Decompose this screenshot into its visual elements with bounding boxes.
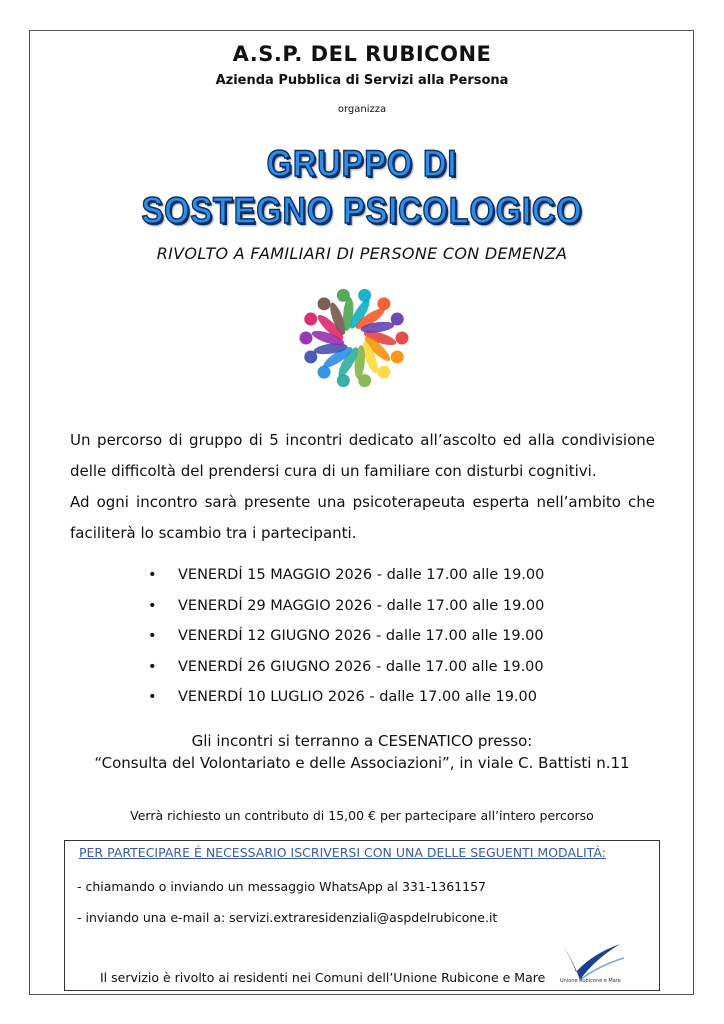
target-audience: RIVOLTO A FAMILIARI DI PERSONE CON DEMENZA bbox=[156, 244, 568, 263]
organizza-label: organizza bbox=[337, 104, 387, 115]
bullet-icon: • bbox=[148, 567, 157, 583]
union-logo-label: Unione Rubicone e Mare bbox=[560, 978, 621, 984]
venue-line1: Gli incontri si terranno a CESENATICO presso: bbox=[191, 732, 533, 750]
email-contact: - inviando una e-mail a: servizi.extraresidenziali@aspdelrubicone.it bbox=[77, 910, 498, 925]
date-text: VENERDÍ 26 GIUGNO 2026 - dalle 17.00 alle 19.00 bbox=[178, 658, 544, 675]
dates-list bbox=[148, 560, 544, 713]
venue bbox=[0, 730, 724, 774]
org-subtitle: Azienda Pubblica di Servizi alla Persona bbox=[215, 73, 509, 88]
date-item bbox=[148, 652, 544, 683]
description-paragraph-2: Ad ogni incontro sarà presente una psicoterapeuta esperta nell’ambito che faciliterà lo scambio tra i partecipanti. bbox=[70, 493, 655, 542]
date-text: VENERDÍ 29 MAGGIO 2026 - dalle 17.00 alle 19.00 bbox=[178, 597, 545, 614]
group-circle-logo bbox=[288, 283, 420, 393]
bullet-icon: • bbox=[148, 689, 157, 705]
registration-title: PER PARTECIPARE É NECESSARIO ISCRIVERSI CON UNA DELLE SEGUENTI MODALITÁ: bbox=[79, 845, 606, 860]
bullet-icon: • bbox=[148, 628, 157, 644]
description-paragraph-1: Un percorso di gruppo di 5 incontri dedicato all’ascolto ed alla condivisione delle difficoltà del prendersi cura di un familiare con disturbi cognitivi. bbox=[70, 431, 655, 480]
date-text: VENERDÍ 15 MAGGIO 2026 - dalle 17.00 alle 19.00 bbox=[178, 567, 545, 583]
date-text: VENERDÍ 10 LUGLIO 2026 - dalle 17.00 alle 19.00 bbox=[178, 689, 537, 705]
bullet-icon: • bbox=[148, 658, 157, 675]
residents-note: Il servizio è rivolto ai residenti nei Comuni dell’Unione Rubicone e Mare bbox=[100, 970, 546, 985]
headline-line2: SOSTEGNO PSICOLOGICO bbox=[141, 190, 583, 231]
venue-line2: “Consulta del Volontariato e delle Associazioni”, in viale C. Battisti n.11 bbox=[94, 754, 630, 772]
date-item bbox=[148, 560, 544, 591]
org-name: A.S.P. DEL RUBICONE bbox=[232, 42, 492, 66]
date-item bbox=[148, 591, 544, 622]
date-item bbox=[148, 682, 544, 713]
date-text: VENERDÍ 12 GIUGNO 2026 - dalle 17.00 alle 19.00 bbox=[178, 628, 544, 644]
phone-contact: - chiamando o inviando un messaggio WhatsApp al 331-1361157 bbox=[77, 879, 486, 894]
bullet-icon: • bbox=[148, 597, 157, 614]
date-item bbox=[148, 621, 544, 652]
headline-line1: GRUPPO DI bbox=[266, 143, 458, 184]
contribution-note: Verrà richiesto un contributo di 15,00 € per partecipare all’intero percorso bbox=[130, 808, 594, 823]
